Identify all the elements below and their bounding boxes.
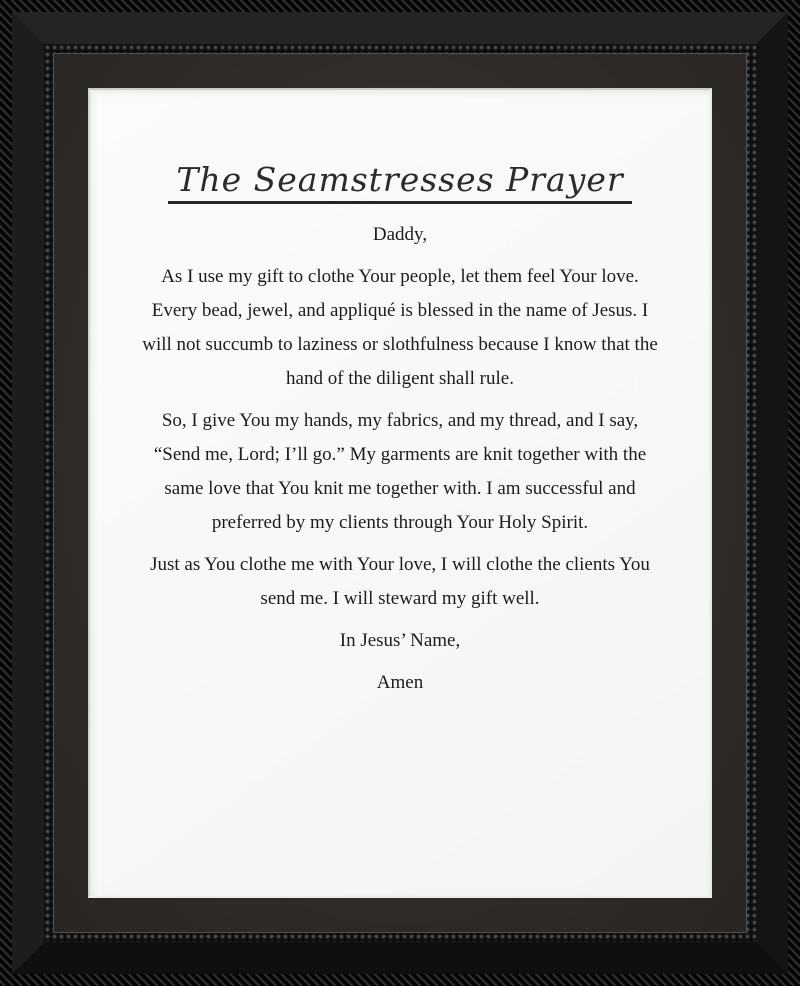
prayer-closing: In Jesus’ Name, <box>339 630 461 651</box>
prayer-body <box>139 218 661 700</box>
frame-bead-border <box>44 44 756 942</box>
prayer-paragraph: As I use my gift to clothe Your people, let them feel Your love. Every bead, jewel, and appliqué is blessed in the name of Jesus. I will not succumb to laziness or slothfulness because I know that the hand of the diligent shall rule. <box>142 266 658 389</box>
prayer-paragraph: Just as You clothe me with Your love, I will clothe the clients You send me. I will steward my gift well. <box>150 554 650 609</box>
prayer-paragraph: So, I give You my hands, my fabrics, and my thread, and I say, “Send me, Lord; I’ll go.” My garments are knit together with the same love that You knit me together with. I am successful and preferred by my clients through Your Holy Spirit. <box>153 410 647 533</box>
prayer-salutation: Daddy, <box>372 224 428 245</box>
prayer-amen: Amen <box>376 672 424 693</box>
prayer-title: The Seamstresses Prayer <box>168 160 631 204</box>
prayer-print-paper <box>88 88 712 898</box>
picture-frame-moulding <box>12 12 788 974</box>
title-area <box>90 90 710 204</box>
mat-board <box>54 54 746 932</box>
